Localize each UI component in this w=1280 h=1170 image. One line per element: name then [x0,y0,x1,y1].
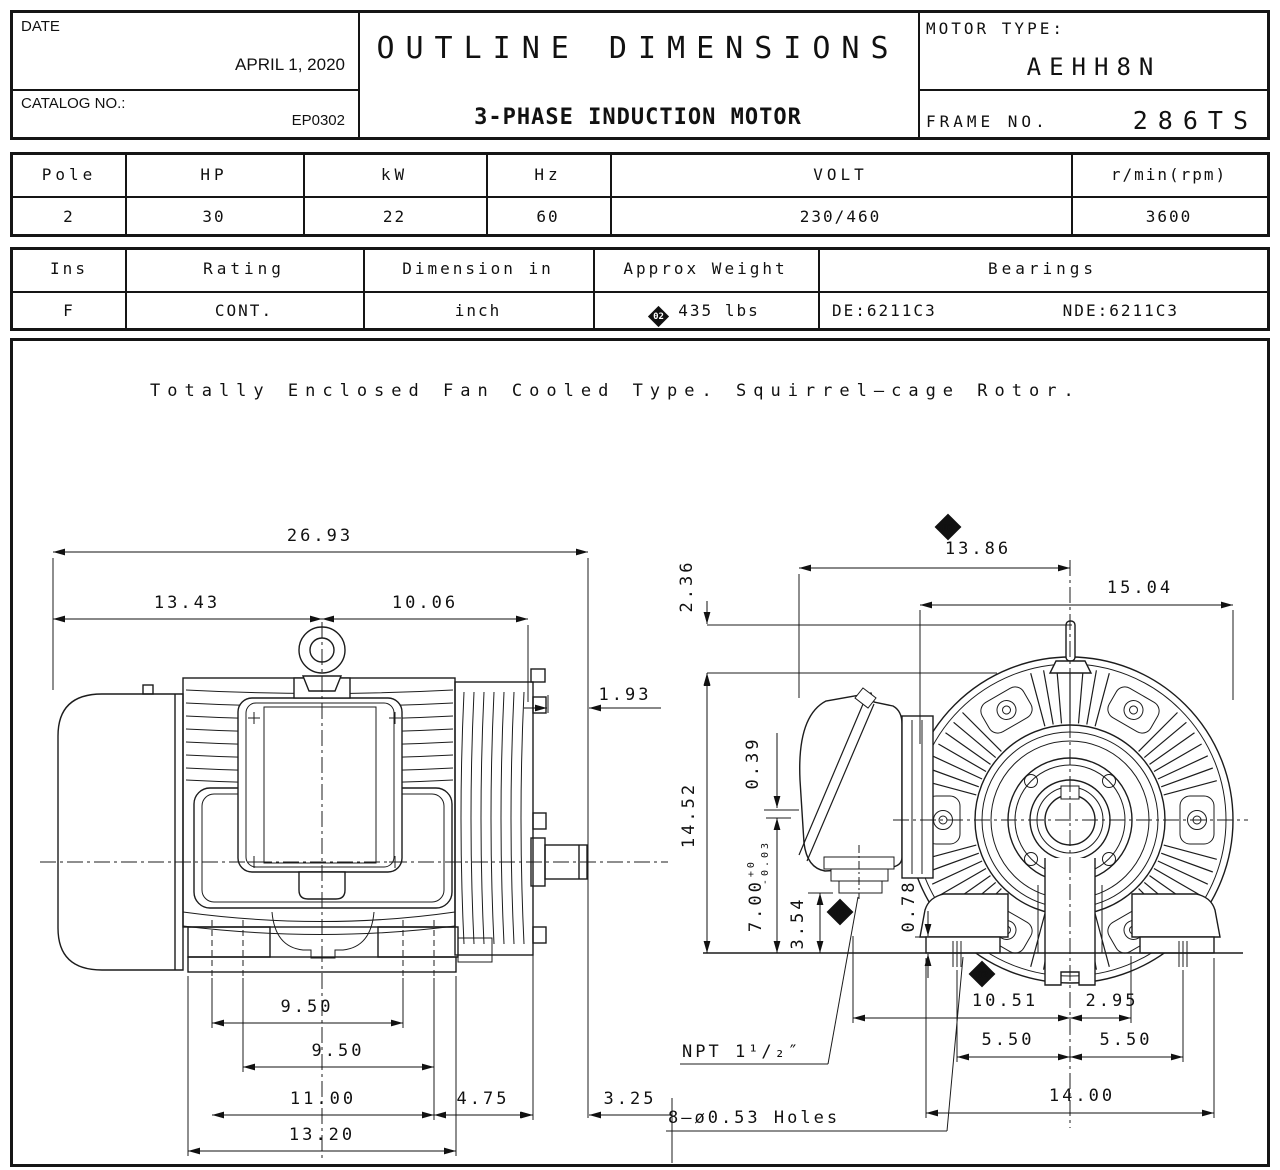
construction-note: Totally Enclosed Fan Cooled Type. Squirrel—cage Rotor. [150,381,1081,401]
detail-value-rating: CONT. [214,301,274,320]
dim-overall-length: 26.93 [286,526,354,546]
motor-type-label: MOTOR TYPE: [926,19,1065,38]
terminal-cover-plate [238,698,402,872]
detail-header-bearings: Bearings [987,259,1098,278]
bearing-nde: NDE:6211C3 [1062,301,1179,320]
detail-header-ins: Ins [50,259,88,278]
dim-base-length: 13.20 [288,1125,356,1145]
dim-shaft-key: 1.93 [598,685,652,705]
bracket-fins [461,692,524,944]
date-label: DATE [21,18,60,35]
catalog-label: CATALOG NO.: [21,95,126,112]
dim-box-to-center: 13.86 [944,539,1012,559]
dim-shaft-tip: 3.25 [603,1089,657,1109]
spec-value-hp: 30 [202,207,226,226]
spec-header-pole: Pole [41,165,97,184]
end-left-foot [920,894,1008,937]
svg-text:02: 02 [833,908,847,919]
detail-value-weight: 02 435 lbs [593,301,818,324]
spec-value-hz: 60 [536,207,560,226]
dim-holes-rear: 9.50 [311,1041,365,1061]
dim-pin-height: 2.36 [677,559,697,613]
holes-leader [947,957,963,1131]
dim-cl-to-left-hole: 10.51 [971,991,1039,1011]
inspection-badge [935,514,962,541]
dim-right-of-eye: 10.06 [391,593,459,613]
dim-overall-width: 15.04 [1106,578,1174,598]
dim-feet-span: 14.00 [1048,1086,1116,1106]
date-value: APRIL 1, 2020 [235,55,345,74]
detail-header-rating: Rating [203,259,285,278]
inspection-badge [827,899,854,926]
dim-shaft-height: $7.00^{+0}$ -0.03 [746,839,771,933]
spec-value-rpm: 3600 [1145,207,1193,226]
spec-value-pole: 2 [63,207,75,226]
detail-value-dimension: inch [454,301,502,320]
spec-header-rpm: r/min(rpm) [1110,165,1228,184]
detail-value-ins: F [63,301,75,320]
dim-drain-height: 3.54 [788,896,808,950]
spec-header-hz: Hz [534,165,562,184]
inspection-badge [969,961,996,988]
svg-text:02: 02 [975,970,989,981]
dim-left-of-eye: 13.43 [153,593,221,613]
dim-feet-half-left: 5.50 [981,1030,1035,1050]
spec-header-hp: HP [200,165,228,184]
frame-value: 286TS [1132,106,1258,135]
left-foot [188,927,270,957]
dim-pad-height: 0.78 [899,879,919,933]
conduit-box [800,693,902,871]
spec-value-volt: 230/460 [799,207,882,226]
dim-feet-half-right: 5.50 [1099,1030,1153,1050]
spec-header-kw: kW [380,165,409,184]
detail-header-dimension: Dimension in [402,259,554,278]
end-right-foot [1132,894,1220,937]
bearing-de: DE:6211C3 [832,301,937,320]
dim-offset: 0.39 [743,736,763,790]
sheet-title: OUTLINE DIMENSIONS [376,31,900,66]
detail-header-weight: Approx Weight [623,259,788,278]
box-bracket [902,716,933,878]
spec-header-volt: VOLT [813,165,868,184]
frame-label: FRAME NO. [926,112,1049,131]
svg-text:02: 02 [941,523,955,534]
fan-cover [58,694,183,970]
dim-overall-height: 14.52 [679,781,699,849]
motor-type-value: AEHH8N [1026,53,1162,81]
dim-holes-front: 9.50 [280,997,334,1017]
callout-npt: NPT 1¹/₂″ [682,1042,802,1062]
end-view [703,621,1243,985]
right-foot [378,927,458,957]
dim-holes-span: 11.00 [289,1089,357,1109]
catalog-value: EP0302 [291,112,345,129]
dim-shaft-ext: 4.75 [456,1089,510,1109]
callout-holes: 8—ø0.53 Holes [668,1108,841,1128]
sheet-subtitle: 3-PHASE INDUCTION MOTOR [474,105,802,130]
inspection-badge: 02 [648,305,669,326]
spec-value-kw: 22 [382,207,407,226]
dim-cl-to-step: 2.95 [1085,991,1139,1011]
